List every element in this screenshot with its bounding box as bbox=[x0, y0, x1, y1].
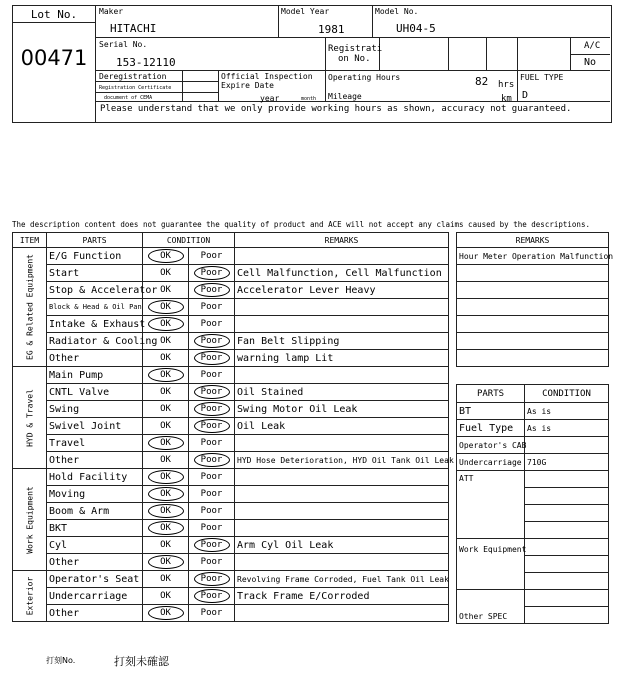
condition-ok-cell bbox=[143, 486, 189, 503]
condition-poor-cell bbox=[189, 282, 235, 299]
ok-option: OK bbox=[148, 606, 184, 620]
condition-poor-cell bbox=[189, 588, 235, 605]
poor-option: Poor bbox=[200, 438, 223, 448]
registration-label-2: on No. bbox=[338, 54, 371, 64]
part-name: Main Pump bbox=[47, 367, 143, 384]
part-name: BKT bbox=[47, 520, 143, 537]
condition-poor-cell bbox=[189, 350, 235, 367]
remark bbox=[235, 503, 449, 520]
remark: Arm Cyl Oil Leak bbox=[235, 537, 449, 554]
ok-option: OK bbox=[148, 436, 184, 450]
condition-ok-cell bbox=[143, 367, 189, 384]
remark: Oil Stained bbox=[235, 384, 449, 401]
condition-ok-cell bbox=[143, 537, 189, 554]
stamp-label: 打刻No. bbox=[46, 656, 76, 665]
lot-box bbox=[12, 5, 96, 123]
poor-option: Poor bbox=[194, 334, 230, 348]
remark: HYD Hose Deterioration, HYD Oil Tank Oil Leak bbox=[235, 452, 449, 469]
condition-row bbox=[13, 265, 449, 282]
serial-label: Serial No. bbox=[99, 40, 148, 49]
part-name: Boom & Arm bbox=[47, 503, 143, 520]
condition-header: CONDITION bbox=[143, 233, 235, 248]
other-spec-cell bbox=[525, 590, 609, 607]
ok-option: OK bbox=[148, 368, 184, 382]
ok-option: OK bbox=[160, 455, 171, 465]
remarks-line bbox=[457, 265, 609, 282]
condition-row bbox=[13, 588, 449, 605]
condition-row bbox=[13, 452, 449, 469]
condition-row bbox=[13, 503, 449, 520]
condition-ok-cell bbox=[143, 384, 189, 401]
part-name: Intake & Exhaust bbox=[47, 316, 143, 333]
remark bbox=[235, 605, 449, 622]
cema-label: document of CEMA bbox=[104, 95, 153, 101]
remarks-line bbox=[457, 299, 609, 316]
work-equipment-cell bbox=[525, 539, 609, 556]
parts-box-part: Fuel Type bbox=[457, 420, 525, 437]
ac-label: A/C bbox=[584, 41, 601, 51]
remark bbox=[235, 367, 449, 384]
model-no-value: UH04-5 bbox=[396, 22, 436, 35]
ok-option: OK bbox=[148, 470, 184, 484]
parts-box bbox=[456, 384, 609, 624]
condition-ok-cell bbox=[143, 588, 189, 605]
condition-row bbox=[13, 418, 449, 435]
ok-option: OK bbox=[160, 285, 171, 295]
part-name: E/G Function bbox=[47, 248, 143, 265]
remarks-line bbox=[457, 350, 609, 367]
remarks-line bbox=[457, 333, 609, 350]
parts-box-row bbox=[457, 420, 609, 437]
work-equipment-cell bbox=[525, 556, 609, 573]
ok-option: OK bbox=[160, 591, 171, 601]
condition-row bbox=[13, 554, 449, 571]
ac-value: No bbox=[584, 57, 597, 68]
remark bbox=[235, 486, 449, 503]
part-name: Cyl bbox=[47, 537, 143, 554]
part-name: Moving bbox=[47, 486, 143, 503]
remark: Oil Leak bbox=[235, 418, 449, 435]
condition-ok-cell bbox=[143, 265, 189, 282]
part-name: Travel bbox=[47, 435, 143, 452]
ok-option: OK bbox=[148, 317, 184, 331]
inspection-label-2: Expire Date bbox=[221, 81, 274, 90]
part-name: Operator's Seat bbox=[47, 571, 143, 588]
remark bbox=[235, 469, 449, 486]
ok-option: OK bbox=[148, 555, 184, 569]
poor-option: Poor bbox=[194, 283, 230, 297]
condition-row bbox=[13, 469, 449, 486]
condition-poor-cell bbox=[189, 248, 235, 265]
item-group-label: Work Equipment bbox=[25, 485, 34, 554]
poor-option: Poor bbox=[194, 538, 230, 552]
condition-ok-cell bbox=[143, 299, 189, 316]
year-label: year bbox=[260, 94, 280, 103]
condition-ok-cell bbox=[143, 571, 189, 588]
model-no-label: Model No. bbox=[375, 7, 419, 16]
fuel-type-label: FUEL TYPE bbox=[520, 73, 564, 82]
condition-ok-cell bbox=[143, 316, 189, 333]
condition-poor-cell bbox=[189, 299, 235, 316]
parts-box-part: BT bbox=[457, 403, 525, 420]
condition-row bbox=[13, 248, 449, 265]
part-name: Hold Facility bbox=[47, 469, 143, 486]
condition-ok-cell bbox=[143, 503, 189, 520]
poor-option: Poor bbox=[194, 266, 230, 280]
condition-ok-cell bbox=[143, 554, 189, 571]
condition-ok-cell bbox=[143, 520, 189, 537]
condition-ok-cell bbox=[143, 469, 189, 486]
poor-option: Poor bbox=[200, 608, 223, 618]
remark: Fan Belt Slipping bbox=[235, 333, 449, 350]
maker-label: Maker bbox=[99, 7, 124, 16]
condition-poor-cell bbox=[189, 554, 235, 571]
ok-option: OK bbox=[160, 540, 171, 550]
att-cell bbox=[525, 471, 609, 488]
remark: Cell Malfunction, Cell Malfunction bbox=[235, 265, 449, 282]
ok-option: OK bbox=[148, 521, 184, 535]
ok-option: OK bbox=[160, 421, 171, 431]
condition-row bbox=[13, 520, 449, 537]
inspection-label-1: Official Inspection bbox=[221, 72, 313, 81]
remarks-line bbox=[457, 282, 609, 299]
condition-poor-cell bbox=[189, 486, 235, 503]
remark bbox=[235, 299, 449, 316]
att-cell bbox=[525, 505, 609, 522]
registration-label-1: Registrati bbox=[328, 44, 383, 54]
condition-row bbox=[13, 401, 449, 418]
parts-box-row bbox=[457, 454, 609, 471]
condition-row bbox=[13, 605, 449, 622]
registration-certificate-label: Registration Certificate bbox=[99, 85, 172, 91]
item-group-cell bbox=[13, 248, 47, 367]
condition-ok-cell bbox=[143, 401, 189, 418]
ok-option: OK bbox=[148, 487, 184, 501]
remark bbox=[235, 316, 449, 333]
part-name: CNTL Valve bbox=[47, 384, 143, 401]
ok-option: OK bbox=[160, 353, 171, 363]
poor-option: Poor bbox=[194, 453, 230, 467]
poor-option: Poor bbox=[200, 523, 223, 533]
work-equipment-cell bbox=[525, 573, 609, 590]
ok-option: OK bbox=[148, 300, 184, 314]
condition-row bbox=[13, 486, 449, 503]
item-group-cell bbox=[13, 367, 47, 469]
hrs-label: hrs bbox=[498, 80, 515, 90]
condition-poor-cell bbox=[189, 435, 235, 452]
lot-label: Lot No. bbox=[13, 6, 95, 23]
poor-option: Poor bbox=[200, 557, 223, 567]
serial-value: 153-12110 bbox=[116, 56, 176, 69]
remark: Accelerator Lever Heavy bbox=[235, 282, 449, 299]
remarks-box-header: REMARKS bbox=[457, 233, 609, 248]
poor-option: Poor bbox=[200, 251, 223, 261]
parts-header: PARTS bbox=[47, 233, 143, 248]
part-name: Other bbox=[47, 605, 143, 622]
condition-poor-cell bbox=[189, 469, 235, 486]
condition-ok-cell bbox=[143, 605, 189, 622]
parts-box-part: Undercarriage bbox=[457, 454, 525, 471]
condition-table-header bbox=[13, 233, 449, 248]
remark bbox=[235, 554, 449, 571]
maker-value: HITACHI bbox=[110, 22, 157, 35]
ok-option: OK bbox=[160, 404, 171, 414]
remark bbox=[235, 435, 449, 452]
remark: Swing Motor Oil Leak bbox=[235, 401, 449, 418]
condition-row bbox=[13, 350, 449, 367]
month-label: month bbox=[301, 96, 317, 102]
condition-poor-cell bbox=[189, 452, 235, 469]
condition-poor-cell bbox=[189, 503, 235, 520]
condition-row bbox=[13, 435, 449, 452]
remark: Track Frame E/Corroded bbox=[235, 588, 449, 605]
stamp-value: 打刻未確認 bbox=[114, 655, 169, 668]
remark: Revolving Frame Corroded, Fuel Tank Oil Leak bbox=[235, 571, 449, 588]
km-label: km bbox=[501, 94, 512, 104]
poor-option: Poor bbox=[194, 402, 230, 416]
part-name: Other bbox=[47, 350, 143, 367]
fuel-type-value: D bbox=[522, 90, 529, 101]
part-name: Radiator & Cooling bbox=[47, 333, 143, 350]
poor-option: Poor bbox=[200, 489, 223, 499]
condition-poor-cell bbox=[189, 520, 235, 537]
parts-box-row bbox=[457, 437, 609, 454]
remarks-line bbox=[457, 316, 609, 333]
remarks-box bbox=[456, 232, 614, 367]
condition-poor-cell bbox=[189, 367, 235, 384]
condition-poor-cell bbox=[189, 333, 235, 350]
remark bbox=[235, 248, 449, 265]
poor-option: Poor bbox=[200, 302, 223, 312]
part-name: Undercarriage bbox=[47, 588, 143, 605]
att-label: ATT bbox=[457, 471, 525, 539]
part-name: Other bbox=[47, 452, 143, 469]
lot-number: 00471 bbox=[20, 46, 88, 70]
poor-option: Poor bbox=[200, 506, 223, 516]
condition-poor-cell bbox=[189, 571, 235, 588]
condition-table bbox=[12, 232, 454, 622]
model-year-label: Model Year bbox=[281, 7, 330, 16]
other-spec-label: Other SPEC bbox=[457, 590, 525, 624]
poor-option: Poor bbox=[200, 319, 223, 329]
ok-option: OK bbox=[160, 268, 171, 278]
att-cell bbox=[525, 522, 609, 539]
part-name: Stop & Accelerator bbox=[47, 282, 143, 299]
condition-ok-cell bbox=[143, 418, 189, 435]
parts-box-condition bbox=[525, 437, 609, 454]
ok-option: OK bbox=[160, 574, 171, 584]
parts-box-part: Operator's CAB bbox=[457, 437, 525, 454]
item-group-cell bbox=[13, 469, 47, 571]
hours-accuracy-note: Please understand that we only provide working hours as shown, accuracy not guaranteed. bbox=[100, 104, 572, 114]
poor-option: Poor bbox=[194, 589, 230, 603]
ok-option: OK bbox=[148, 504, 184, 518]
parts-box-condition: As is bbox=[525, 403, 609, 420]
condition-poor-cell bbox=[189, 605, 235, 622]
condition-row bbox=[13, 316, 449, 333]
remarks-header: REMARKS bbox=[235, 233, 449, 248]
remarks-line: Hour Meter Operation Malfunction bbox=[457, 248, 609, 265]
parts-box-condition: As is bbox=[525, 420, 609, 437]
condition-row bbox=[13, 571, 449, 588]
part-name: Other bbox=[47, 554, 143, 571]
other-spec-cell bbox=[525, 607, 609, 624]
disclaimer: The description content does not guarantee the quality of product and ACE will not accept any claims caused by the descriptions. bbox=[12, 220, 590, 229]
parts-box-row bbox=[457, 403, 609, 420]
condition-poor-cell bbox=[189, 384, 235, 401]
condition-ok-cell bbox=[143, 452, 189, 469]
item-group-label: Exterior bbox=[25, 576, 34, 616]
parts-box-condition-header: CONDITION bbox=[525, 385, 609, 403]
part-name: Block & Head & Oil Pan bbox=[47, 299, 143, 316]
mileage-label: Mileage bbox=[328, 92, 362, 101]
att-cell bbox=[525, 488, 609, 505]
condition-poor-cell bbox=[189, 537, 235, 554]
condition-row bbox=[13, 367, 449, 384]
ok-option: OK bbox=[160, 336, 171, 346]
item-header: ITEM bbox=[13, 233, 47, 248]
condition-row bbox=[13, 384, 449, 401]
operating-hours-label: Operating Hours bbox=[328, 73, 401, 82]
work-equipment-label: Work Equipment bbox=[457, 539, 525, 590]
poor-option: Poor bbox=[194, 385, 230, 399]
poor-option: Poor bbox=[194, 351, 230, 365]
condition-ok-cell bbox=[143, 350, 189, 367]
poor-option: Poor bbox=[194, 572, 230, 586]
poor-option: Poor bbox=[200, 472, 223, 482]
parts-box-parts-header: PARTS bbox=[457, 385, 525, 403]
ok-option: OK bbox=[148, 249, 184, 263]
operating-hours-value: 82 bbox=[475, 75, 489, 88]
poor-option: Poor bbox=[200, 370, 223, 380]
item-group-label: EG & Related Equipment bbox=[25, 254, 34, 360]
condition-poor-cell bbox=[189, 265, 235, 282]
condition-row bbox=[13, 299, 449, 316]
ok-option: OK bbox=[160, 387, 171, 397]
condition-ok-cell bbox=[143, 435, 189, 452]
model-year-value: 1981 bbox=[318, 23, 345, 36]
poor-option: Poor bbox=[194, 419, 230, 433]
part-name: Swivel Joint bbox=[47, 418, 143, 435]
condition-poor-cell bbox=[189, 418, 235, 435]
condition-row bbox=[13, 333, 449, 350]
item-group-label: HYD & Travel bbox=[25, 388, 34, 447]
condition-row bbox=[13, 282, 449, 299]
part-name: Start bbox=[47, 265, 143, 282]
vehicle-info-grid bbox=[96, 5, 612, 123]
item-group-cell bbox=[13, 571, 47, 622]
condition-row bbox=[13, 537, 449, 554]
part-name: Swing bbox=[47, 401, 143, 418]
remark: warning lamp Lit bbox=[235, 350, 449, 367]
remark bbox=[235, 520, 449, 537]
deregistration-label: Deregistration bbox=[99, 72, 167, 81]
condition-poor-cell bbox=[189, 401, 235, 418]
parts-box-condition: 710G bbox=[525, 454, 609, 471]
condition-poor-cell bbox=[189, 316, 235, 333]
condition-ok-cell bbox=[143, 248, 189, 265]
